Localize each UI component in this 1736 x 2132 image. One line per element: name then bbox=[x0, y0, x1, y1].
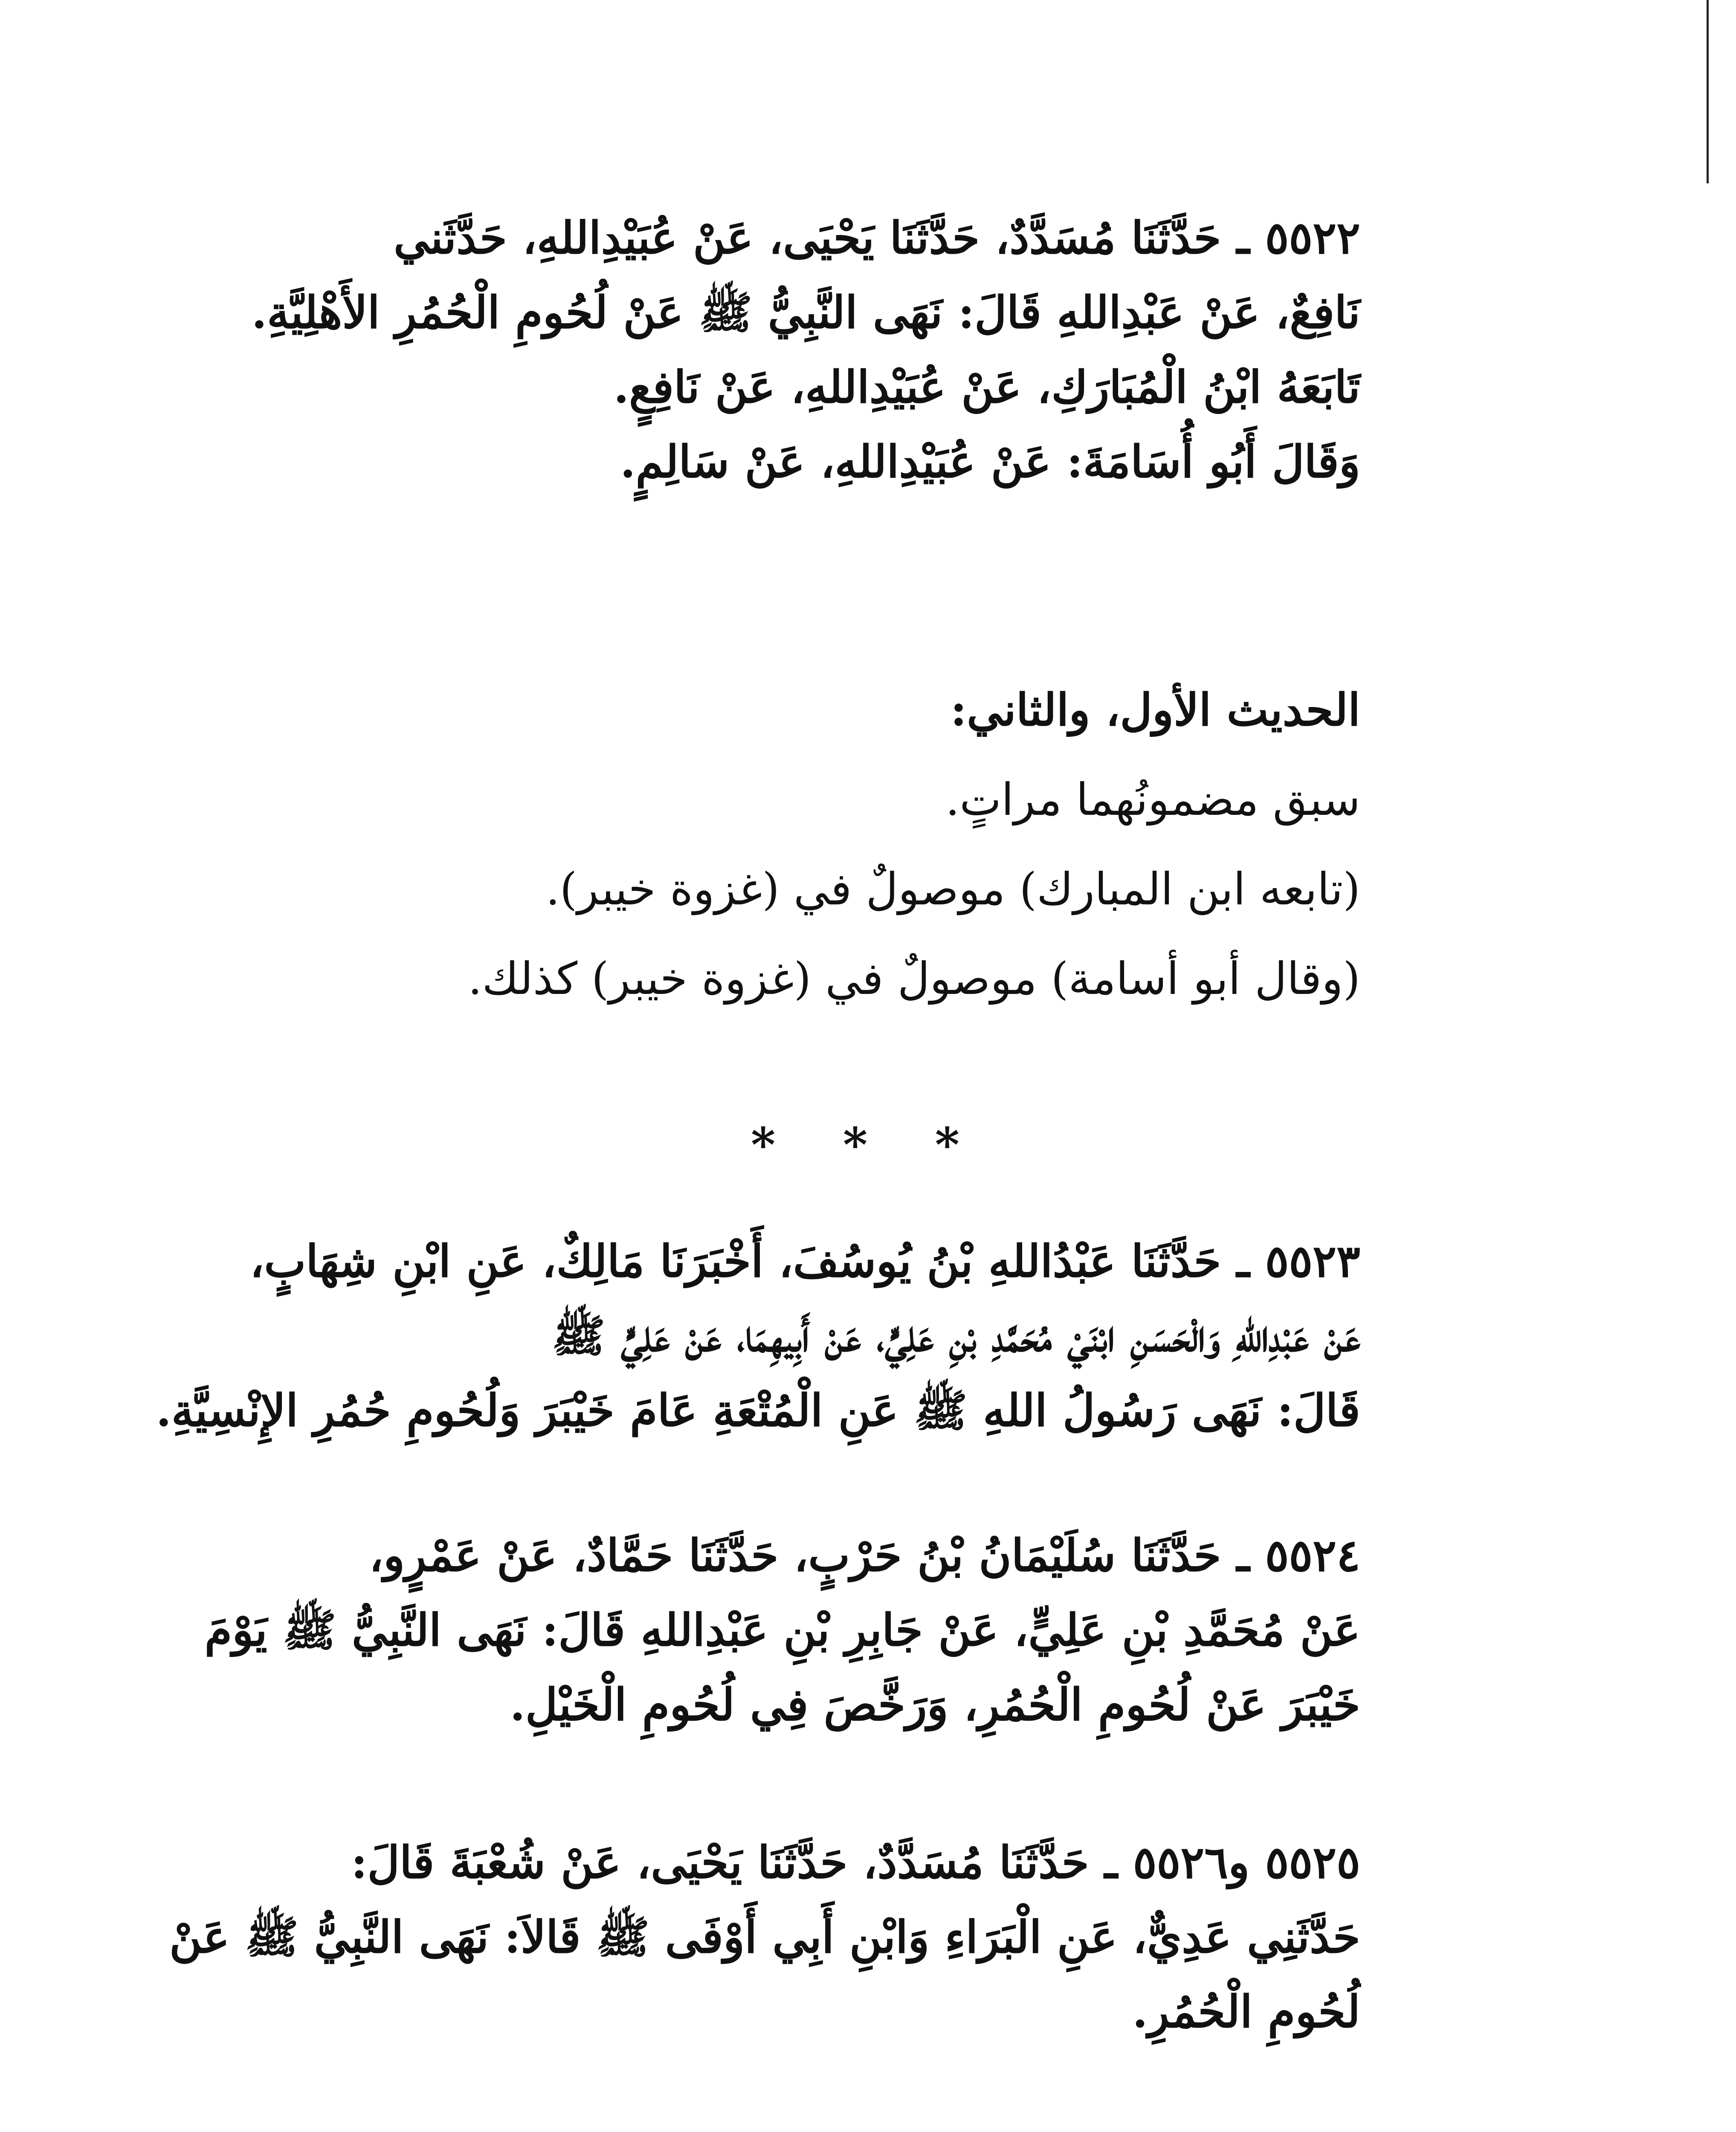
hadith-5525-line-2: حَدَّثَنِي عَدِيٌّ، عَنِ الْبَرَاءِ وَابْنِ أَبِي أَوْفَى ﷺ قَالاَ: نَهَى النَّبِيُّ ﷺ عَنْ bbox=[169, 1911, 1360, 1963]
commentary bbox=[384, 665, 1360, 1023]
tabaahu-line: تَابَعَهُ ابْنُ الْمُبَارَكِ، عَنْ عُبَيْدِاللهِ، عَنْ نَافِعٍ. bbox=[613, 361, 1360, 413]
section-separator: * * * bbox=[751, 1117, 985, 1172]
hadith-5524-line-1: ٥٥٢٤ ـ حَدَّثَنَا سُلَيْمَانُ بْنُ حَرْبٍ، حَدَّثَنَا حَمَّادٌ، عَنْ عَمْرٍو، bbox=[369, 1529, 1360, 1582]
hadith-5524 bbox=[204, 1518, 1360, 1742]
hadith-5523 bbox=[156, 1224, 1360, 1448]
hadith-5523-line-3: قَالَ: نَهَى رَسُولُ اللهِ ﷺ عَنِ الْمُتْعَةِ عَامَ خَيْبَرَ وَلُحُومِ حُمُرِ الإِنْسِيَّةِ. bbox=[156, 1384, 1360, 1437]
hadith-5524-line-3: خَيْبَرَ عَنْ لُحُومِ الْحُمُرِ، وَرَخَّصَ فِي لُحُومِ الْخَيْلِ. bbox=[510, 1678, 1360, 1731]
commentary-heading: الحديث الأول، والثاني: bbox=[950, 684, 1360, 736]
hadith-5522-mutaba bbox=[554, 350, 1360, 499]
hadith-5525-line-3: لُحُومِ الْحُمُرِ. bbox=[1132, 1985, 1360, 2038]
commentary-line-2: (تابعه ابن المبارك) موصولٌ في (غزوة خيبر). bbox=[545, 863, 1360, 915]
hadith-5525-5526 bbox=[169, 1825, 1360, 2049]
hadith-5523-line-1: ٥٥٢٣ ـ حَدَّثَنَا عَبْدُاللهِ بْنُ يُوسُفَ، أَخْبَرَنَا مَالِكٌ، عَنِ ابْنِ شِهَابٍ، bbox=[249, 1235, 1360, 1287]
margin-rule bbox=[1707, 0, 1709, 183]
hadith-5522-line-2: نَافِعٌ، عَنْ عَبْدِاللهِ قَالَ: نَهَى النَّبِيُّ ﷺ عَنْ لُحُومِ الْحُمُرِ الأَهْلِيَّةِ. bbox=[251, 286, 1360, 339]
hadith-5522 bbox=[209, 200, 1360, 350]
hadith-5522-line-1: ٥٥٢٢ ـ حَدَّثَنَا مُسَدَّدٌ، حَدَّثَنَا يَحْيَى، عَنْ عُبَيْدِاللهِ، حَدَّثَني bbox=[394, 211, 1360, 264]
qala-line: وَقَالَ أَبُو أُسَامَةَ: عَنْ عُبَيْدِاللهِ، عَنْ سَالِمٍ. bbox=[620, 435, 1360, 488]
hadith-5524-line-2: عَنْ مُحَمَّدِ بْنِ عَلِيٍّ، عَنْ جَابِرِ بْنِ عَبْدِاللهِ قَالَ: نَهَى النَّبِيُّ ﷺ يَوْمَ bbox=[204, 1604, 1360, 1656]
hadith-5523-line-2: عَنْ عَبْدِاللهِ وَالْحَسَنِ ابْنَيْ مُحَمَّدِ بْنِ عَلِيٍّ، عَنْ أَبِيهِمَا، عَنْ عَلِيٍّ ﷺ bbox=[551, 1309, 1360, 1362]
commentary-line-3: (وقال أبو أسامة) موصولٌ في (غزوة خيبر) كذلك. bbox=[468, 953, 1360, 1005]
hadith-5525-line-1: ٥٥٢٥ و٥٥٢٦ ـ حَدَّثَنَا مُسَدَّدٌ، حَدَّثَنَا يَحْيَى، عَنْ شُعْبَةَ قَالَ: bbox=[351, 1836, 1360, 1889]
commentary-line-1: سبق مضمونُهما مراتٍ. bbox=[945, 773, 1360, 826]
